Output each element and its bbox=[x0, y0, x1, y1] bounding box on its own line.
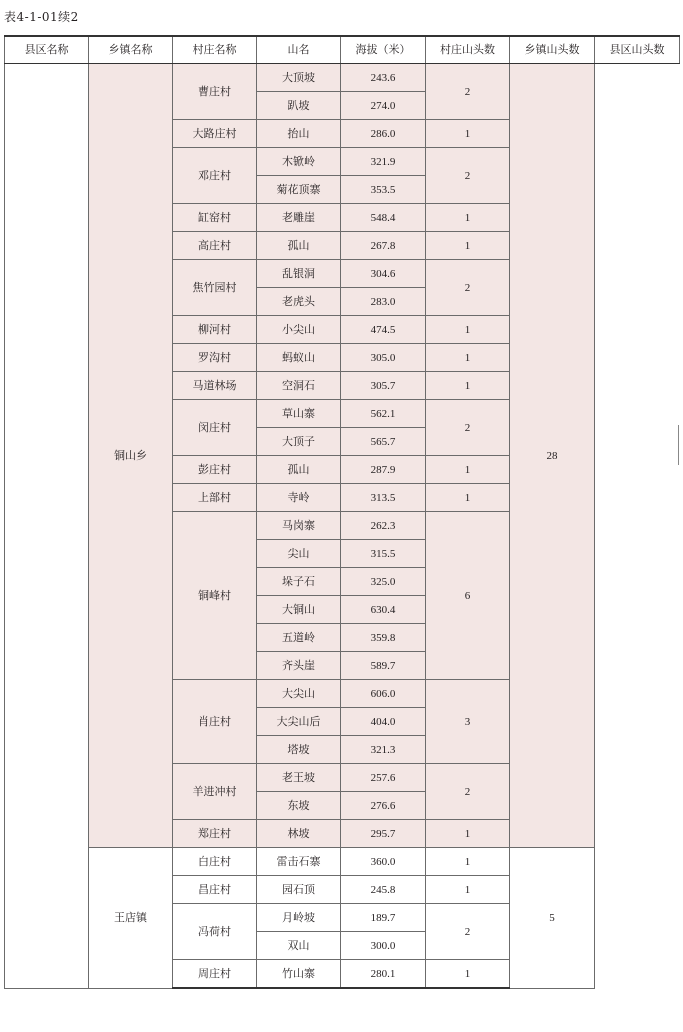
header-cell: 村庄名称 bbox=[173, 36, 257, 64]
mountain-name-cell: 竹山寨 bbox=[257, 960, 341, 989]
mountain-name-cell: 园石顶 bbox=[257, 876, 341, 904]
mountain-name-cell: 双山 bbox=[257, 932, 341, 960]
mountain-name-cell: 孤山 bbox=[257, 232, 341, 260]
village-count-cell: 1 bbox=[426, 484, 510, 512]
village-count-cell: 2 bbox=[426, 148, 510, 204]
village-count-cell: 1 bbox=[426, 820, 510, 848]
elevation-cell: 548.4 bbox=[341, 204, 426, 232]
mountain-name-cell: 马岗寨 bbox=[257, 512, 341, 540]
elevation-cell: 267.8 bbox=[341, 232, 426, 260]
village-name-cell: 缸窑村 bbox=[173, 204, 257, 232]
header-cell: 山名 bbox=[257, 36, 341, 64]
village-count-cell: 2 bbox=[426, 400, 510, 456]
elevation-cell: 321.3 bbox=[341, 736, 426, 764]
village-name-cell: 邓庄村 bbox=[173, 148, 257, 204]
elevation-cell: 359.8 bbox=[341, 624, 426, 652]
village-count-cell: 1 bbox=[426, 316, 510, 344]
elevation-cell: 300.0 bbox=[341, 932, 426, 960]
elevation-cell: 404.0 bbox=[341, 708, 426, 736]
village-name-cell: 曹庄村 bbox=[173, 64, 257, 120]
mountain-name-cell: 齐头崖 bbox=[257, 652, 341, 680]
village-name-cell: 昌庄村 bbox=[173, 876, 257, 904]
village-count-cell: 1 bbox=[426, 456, 510, 484]
village-name-cell: 马道林场 bbox=[173, 372, 257, 400]
mountain-name-cell: 乱银洞 bbox=[257, 260, 341, 288]
village-name-cell: 高庄村 bbox=[173, 232, 257, 260]
village-name-cell: 铜峰村 bbox=[173, 512, 257, 680]
village-name-cell: 羊进冲村 bbox=[173, 764, 257, 820]
elevation-cell: 257.6 bbox=[341, 764, 426, 792]
elevation-cell: 245.8 bbox=[341, 876, 426, 904]
village-count-cell: 6 bbox=[426, 512, 510, 680]
mountain-name-cell: 孤山 bbox=[257, 456, 341, 484]
mountain-name-cell: 大尖山后 bbox=[257, 708, 341, 736]
village-count-cell: 1 bbox=[426, 372, 510, 400]
mountain-name-cell: 木锨岭 bbox=[257, 148, 341, 176]
elevation-cell: 606.0 bbox=[341, 680, 426, 708]
village-name-cell: 白庄村 bbox=[173, 848, 257, 876]
elevation-cell: 287.9 bbox=[341, 456, 426, 484]
mountain-name-cell: 塔坡 bbox=[257, 736, 341, 764]
mountain-name-cell: 老虎头 bbox=[257, 288, 341, 316]
header-row bbox=[5, 36, 680, 64]
mountain-name-cell: 五道岭 bbox=[257, 624, 341, 652]
mountain-name-cell: 抬山 bbox=[257, 120, 341, 148]
village-count-cell: 1 bbox=[426, 120, 510, 148]
mountain-name-cell: 大顶坡 bbox=[257, 64, 341, 92]
header-cell: 乡镇名称 bbox=[89, 36, 173, 64]
elevation-cell: 474.5 bbox=[341, 316, 426, 344]
header-cell: 村庄山头数 bbox=[426, 36, 510, 64]
elevation-cell: 274.0 bbox=[341, 92, 426, 120]
town-name-cell: 王店镇 bbox=[89, 848, 173, 989]
mountain-name-cell: 老王坡 bbox=[257, 764, 341, 792]
elevation-cell: 325.0 bbox=[341, 568, 426, 596]
table-row bbox=[5, 848, 680, 876]
elevation-cell: 565.7 bbox=[341, 428, 426, 456]
village-count-cell: 1 bbox=[426, 848, 510, 876]
elevation-cell: 315.5 bbox=[341, 540, 426, 568]
village-count-cell: 3 bbox=[426, 680, 510, 764]
mountain-table bbox=[4, 35, 680, 989]
village-count-cell: 1 bbox=[426, 960, 510, 989]
mountain-name-cell: 雷击石寨 bbox=[257, 848, 341, 876]
mountain-name-cell: 林坡 bbox=[257, 820, 341, 848]
table-caption: 表4-1-01续2 bbox=[4, 10, 79, 24]
elevation-cell: 280.1 bbox=[341, 960, 426, 989]
elevation-cell: 262.3 bbox=[341, 512, 426, 540]
elevation-cell: 243.6 bbox=[341, 64, 426, 92]
mountain-name-cell: 草山寨 bbox=[257, 400, 341, 428]
elevation-cell: 305.0 bbox=[341, 344, 426, 372]
elevation-cell: 286.0 bbox=[341, 120, 426, 148]
mountain-name-cell: 趴坡 bbox=[257, 92, 341, 120]
village-count-cell: 2 bbox=[426, 260, 510, 316]
village-name-cell: 冯荷村 bbox=[173, 904, 257, 960]
village-name-cell: 焦竹园村 bbox=[173, 260, 257, 316]
header-cell: 乡镇山头数 bbox=[510, 36, 595, 64]
mountain-name-cell: 月岭坡 bbox=[257, 904, 341, 932]
mountain-name-cell: 尖山 bbox=[257, 540, 341, 568]
elevation-cell: 283.0 bbox=[341, 288, 426, 316]
elevation-cell: 589.7 bbox=[341, 652, 426, 680]
village-count-cell: 2 bbox=[426, 764, 510, 820]
mountain-name-cell: 蚂蚁山 bbox=[257, 344, 341, 372]
mountain-name-cell: 大铜山 bbox=[257, 596, 341, 624]
town-count-cell: 28 bbox=[510, 64, 595, 848]
village-count-cell: 1 bbox=[426, 344, 510, 372]
village-name-cell: 上部村 bbox=[173, 484, 257, 512]
village-count-cell: 1 bbox=[426, 876, 510, 904]
village-name-cell: 郑庄村 bbox=[173, 820, 257, 848]
mountain-name-cell: 东坡 bbox=[257, 792, 341, 820]
header-cell: 县区山头数 bbox=[595, 36, 680, 64]
village-name-cell: 周庄村 bbox=[173, 960, 257, 989]
town-name-cell: 铜山乡 bbox=[89, 64, 173, 848]
elevation-cell: 353.5 bbox=[341, 176, 426, 204]
mountain-name-cell: 大顶子 bbox=[257, 428, 341, 456]
village-name-cell: 闵庄村 bbox=[173, 400, 257, 456]
header-cell: 海拔（米） bbox=[341, 36, 426, 64]
village-count-cell: 1 bbox=[426, 204, 510, 232]
village-name-cell: 彭庄村 bbox=[173, 456, 257, 484]
mountain-name-cell: 菊花顶寨 bbox=[257, 176, 341, 204]
elevation-cell: 630.4 bbox=[341, 596, 426, 624]
elevation-cell: 295.7 bbox=[341, 820, 426, 848]
village-count-cell: 2 bbox=[426, 904, 510, 960]
village-count-cell: 1 bbox=[426, 232, 510, 260]
village-name-cell: 柳河村 bbox=[173, 316, 257, 344]
elevation-cell: 276.6 bbox=[341, 792, 426, 820]
village-name-cell: 大路庄村 bbox=[173, 120, 257, 148]
mountain-name-cell: 小尖山 bbox=[257, 316, 341, 344]
table-row bbox=[5, 64, 680, 92]
county-cell bbox=[5, 64, 89, 989]
village-count-cell: 2 bbox=[426, 64, 510, 120]
village-name-cell: 肖庄村 bbox=[173, 680, 257, 764]
elevation-cell: 305.7 bbox=[341, 372, 426, 400]
mountain-name-cell: 垛子石 bbox=[257, 568, 341, 596]
header-cell: 县区名称 bbox=[5, 36, 89, 64]
elevation-cell: 562.1 bbox=[341, 400, 426, 428]
village-name-cell: 罗沟村 bbox=[173, 344, 257, 372]
mountain-name-cell: 空洞石 bbox=[257, 372, 341, 400]
mountain-name-cell: 寺岭 bbox=[257, 484, 341, 512]
elevation-cell: 360.0 bbox=[341, 848, 426, 876]
elevation-cell: 321.9 bbox=[341, 148, 426, 176]
elevation-cell: 189.7 bbox=[341, 904, 426, 932]
town-count-cell: 5 bbox=[510, 848, 595, 989]
elevation-cell: 304.6 bbox=[341, 260, 426, 288]
mountain-name-cell: 大尖山 bbox=[257, 680, 341, 708]
mountain-name-cell: 老雕崖 bbox=[257, 204, 341, 232]
elevation-cell: 313.5 bbox=[341, 484, 426, 512]
